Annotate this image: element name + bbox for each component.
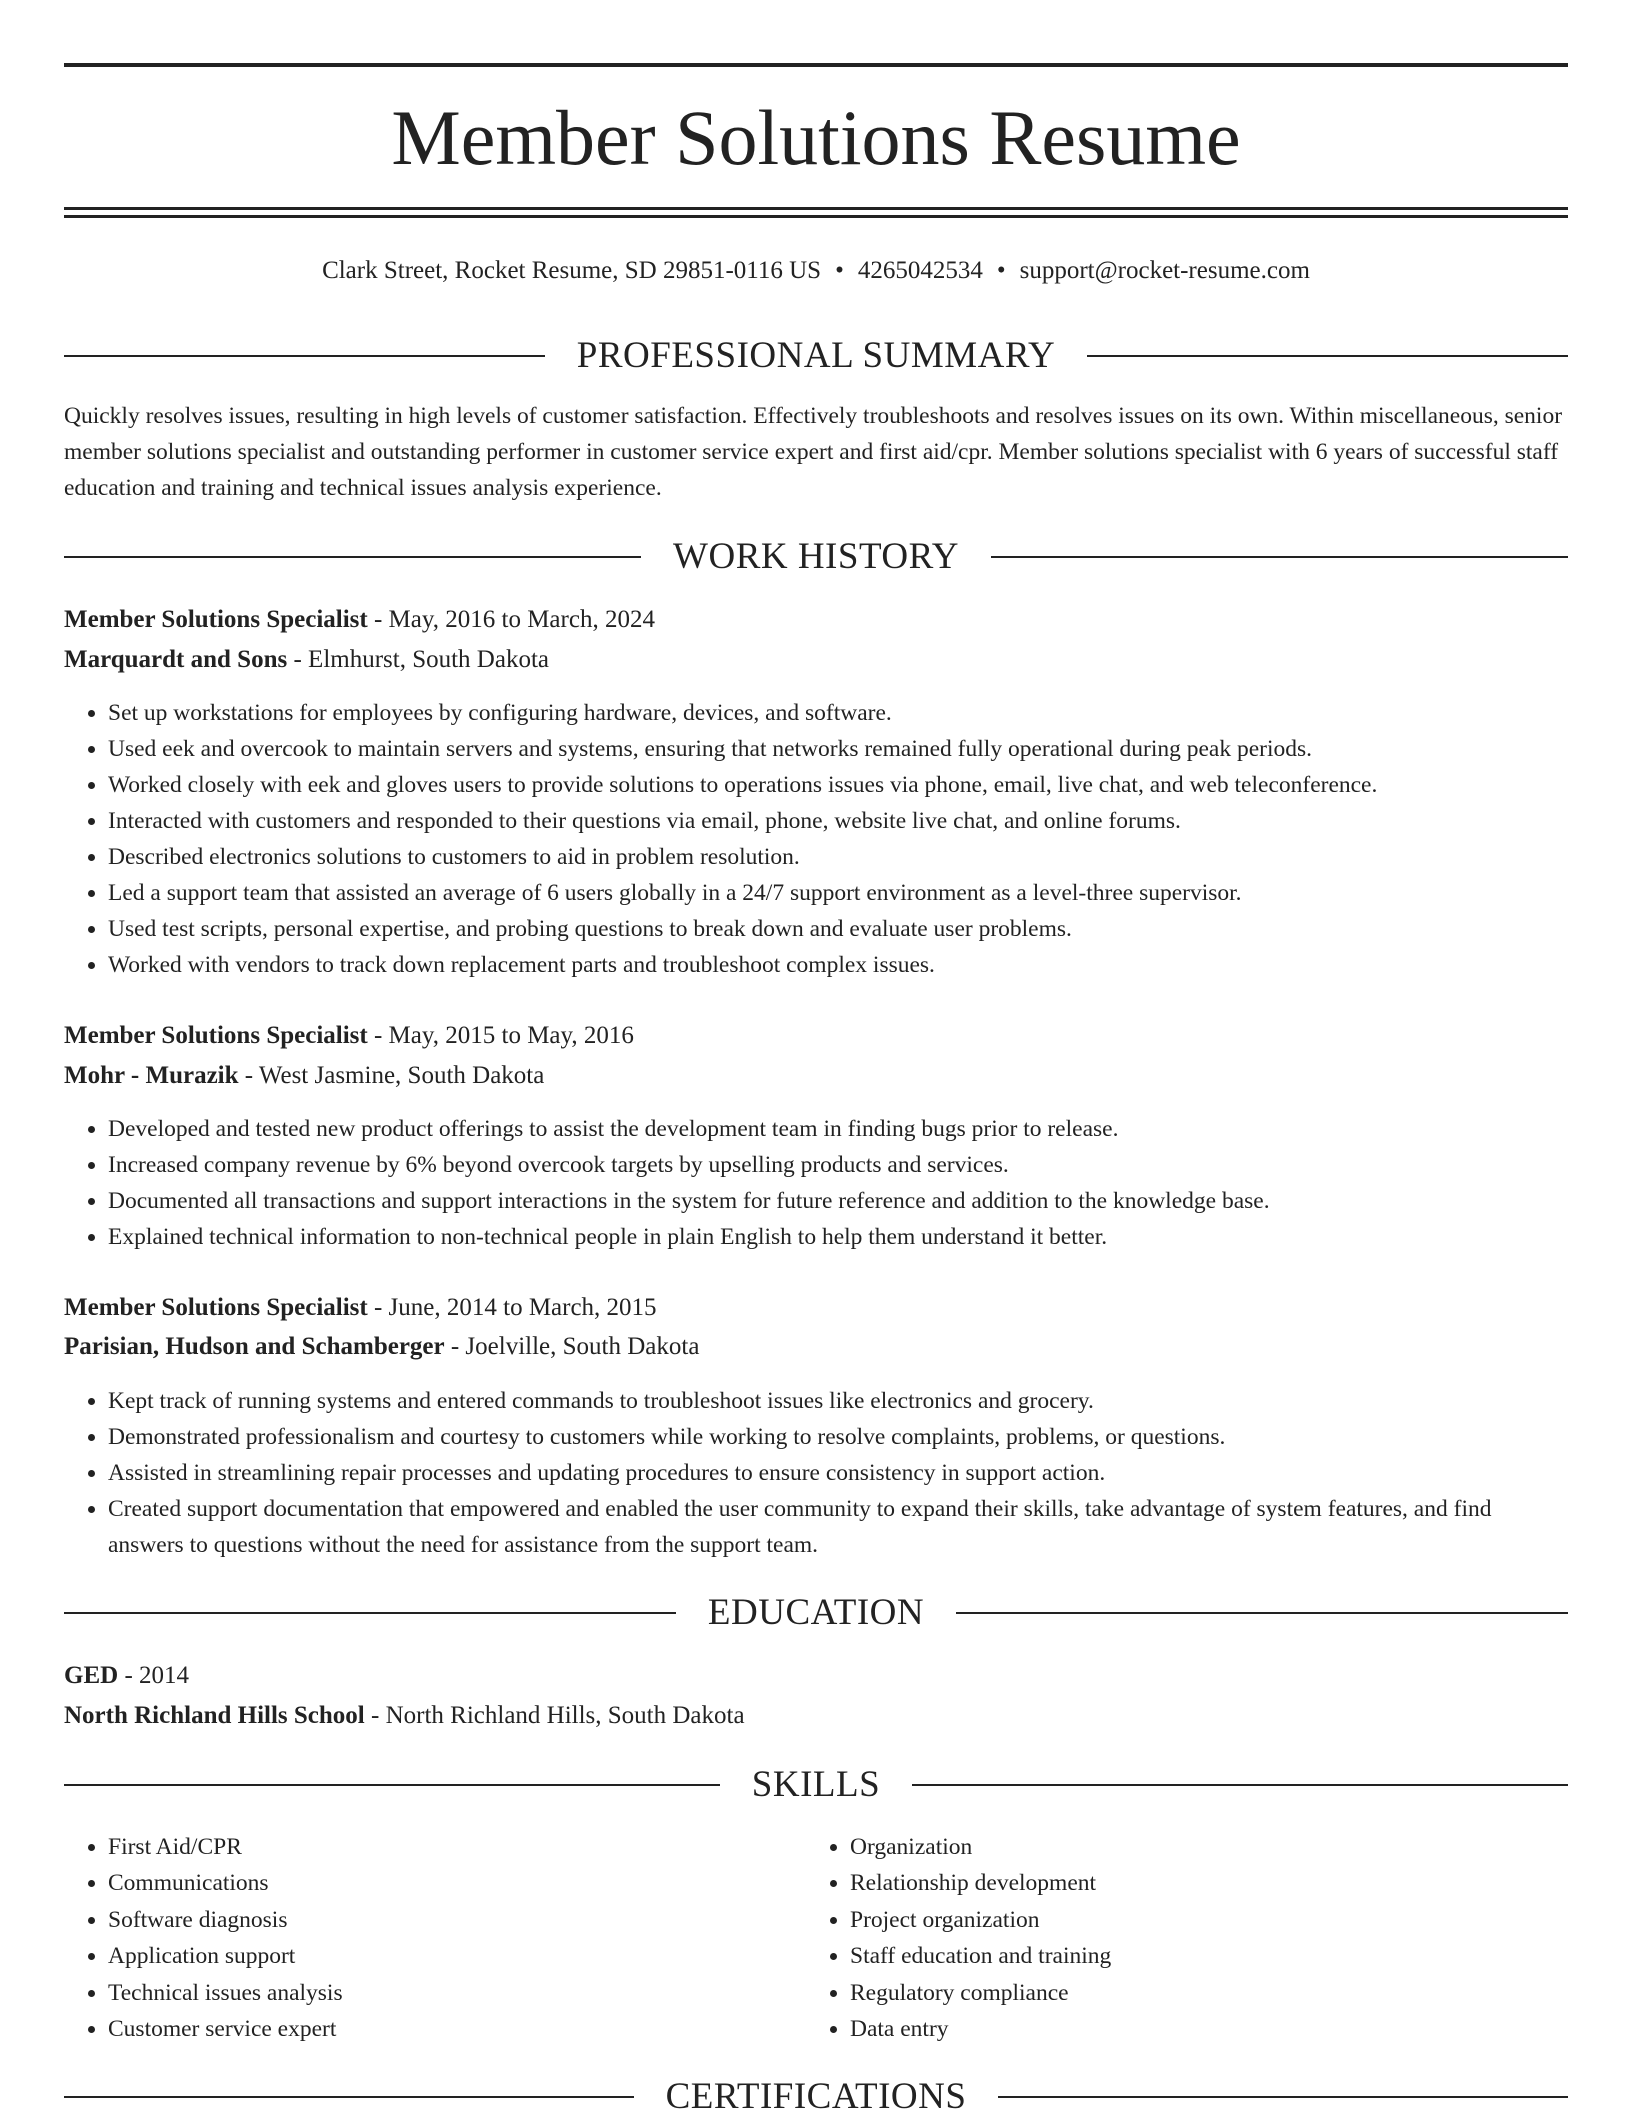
heading-rule [912,1784,1568,1786]
contact-email: support@rocket-resume.com [1019,257,1310,284]
job-title-line [64,1018,1568,1054]
job-title: Member Solutions Specialist [64,1294,368,1321]
summary-text: Quickly resolves issues, resulting in high levels of customer satisfaction. Effectively troubleshoots and resolves issues on its own. Within miscellaneous, senior member solutions specialist and outstanding performer in customer service expert and first aid/cpr. Member solutions specialist with 6 years of successful staff education and training and technical issues analysis experience. [64,403,1563,501]
job-dates: - May, 2016 to March, 2024 [373,606,655,633]
heading-rule [991,556,1568,558]
contact-phone: 4265042534 [857,257,983,284]
education-school: North Richland Hills School [64,1702,365,1729]
job-location: - Joelville, South Dakota [450,1333,700,1360]
job-bullets [64,1383,1548,1563]
heading-rule [64,1784,720,1786]
job-bullets [64,1111,1568,1255]
heading-rule [64,1612,676,1614]
contact-line [64,254,1568,288]
top-rule [64,63,1568,67]
job-company: Marquardt and Sons [64,646,288,673]
education-school-line [64,1698,1568,1734]
job-bullet: • Developed and tested new product offerings to assist the development team in finding bugs prior to release. [108,1111,1568,1147]
education-heading [64,1591,1568,1635]
title-rule-lower [64,215,1568,218]
job-bullet: • Documented all transactions and support interactions in the system for future reference and addition to the knowledge base. [108,1183,1568,1219]
job-location: - Elmhurst, South Dakota [293,646,549,673]
education-degree-line [64,1658,1568,1694]
education-year: - 2014 [124,1662,190,1689]
job-bullet: • Set up workstations for employees by configuring hardware, devices, and software. [108,695,1568,731]
job-dates: - May, 2015 to May, 2016 [373,1022,634,1049]
contact-address: Clark Street, Rocket Resume, SD 29851-0116 US [322,257,822,284]
skill-item: • Software diagnosis [108,1902,808,1938]
skills-list-right [806,1829,1550,2047]
skill-item: • Organization [850,1829,1550,1865]
job-company: Parisian, Hudson and Schamberger [64,1333,445,1360]
skill-item: • Relationship development [850,1865,1550,1901]
education-location: - North Richland Hills, South Dakota [371,1702,745,1729]
skill-item: • Staff education and training [850,1938,1550,1974]
job-bullet: • Created support documentation that empowered and enabled the user community to expand their skills, take advantage of system features, and find answers to questions without the need for assistance from the support team. [108,1491,1548,1563]
certifications-heading [64,2075,1568,2119]
skill-item: • First Aid/CPR [108,1829,808,1865]
job-bullet: • Increased company revenue by 6% beyond overcook targets by upselling products and services. [108,1147,1568,1183]
skill-item: • Application support [108,1938,808,1974]
skill-item: • Customer service expert [108,2011,808,2047]
job-company-line [64,1329,1568,1365]
job-company-line [64,642,1568,678]
skill-item: • Project organization [850,1902,1550,1938]
job-title: Member Solutions Specialist [64,606,368,633]
resume-title: Member Solutions Resume [391,94,1241,181]
job-bullet: • Worked closely with eek and gloves users to provide solutions to operations issues via phone, email, live chat, and web teleconference. [108,767,1568,803]
job-bullet: • Assisted in streamlining repair processes and updating procedures to ensure consistency in support action. [108,1455,1548,1491]
job-bullet: • Explained technical information to non-technical people in plain English to help them understand it better. [108,1219,1568,1255]
education-degree: GED [64,1662,119,1689]
job-bullet: • Interacted with customers and responded to their questions via email, phone, website live chat, and online forums. [108,803,1568,839]
job-title-line [64,1290,1568,1326]
certifications-heading-label: CERTIFICATIONS [665,2076,967,2117]
heading-rule [64,556,641,558]
job-title: Member Solutions Specialist [64,1022,368,1049]
summary-heading [64,334,1568,378]
heading-rule [1087,355,1568,357]
job-bullet: • Described electronics solutions to customers to aid in problem resolution. [108,839,1568,875]
skill-item: • Technical issues analysis [108,1975,808,2011]
job-bullet: • Worked with vendors to track down replacement parts and troubleshoot complex issues. [108,947,1568,983]
job-bullet: • Demonstrated professionalism and courtesy to customers while working to resolve complaints, problems, or questions. [108,1419,1548,1455]
title-rule-upper [64,207,1568,210]
skill-item: • Data entry [850,2011,1550,2047]
job-bullet: • Led a support team that assisted an average of 6 users globally in a 24/7 support environment as a level-three supervisor. [108,875,1568,911]
skill-item: • Communications [108,1865,808,1901]
skills-heading [64,1763,1568,1807]
heading-rule [64,2096,634,2098]
education-heading-label: EDUCATION [707,1592,925,1633]
job-dates: - June, 2014 to March, 2015 [373,1294,657,1321]
work-history-heading [64,535,1568,579]
summary-heading-label: PROFESSIONAL SUMMARY [576,335,1056,376]
skills-list-left [64,1829,808,2047]
skill-item: • Regulatory compliance [850,1975,1550,2011]
job-bullet: • Kept track of running systems and entered commands to troubleshoot issues like electronics and grocery. [108,1383,1548,1419]
job-company: Mohr - Murazik [64,1062,239,1089]
job-bullets [64,695,1568,983]
job-bullet: • Used eek and overcook to maintain servers and systems, ensuring that networks remained fully operational during peak periods. [108,731,1568,767]
job-title-line [64,602,1568,638]
heading-rule [998,2096,1568,2098]
contact-separator: • [835,257,844,284]
heading-rule [956,1612,1568,1614]
job-location: - West Jasmine, South Dakota [244,1062,545,1089]
job-company-line [64,1058,1568,1094]
contact-separator: • [996,257,1006,284]
skills-heading-label: SKILLS [751,1764,881,1805]
job-bullet: • Used test scripts, personal expertise, and probing questions to break down and evaluate user problems. [108,911,1568,947]
heading-rule [64,355,545,357]
work-history-heading-label: WORK HISTORY [673,536,959,577]
